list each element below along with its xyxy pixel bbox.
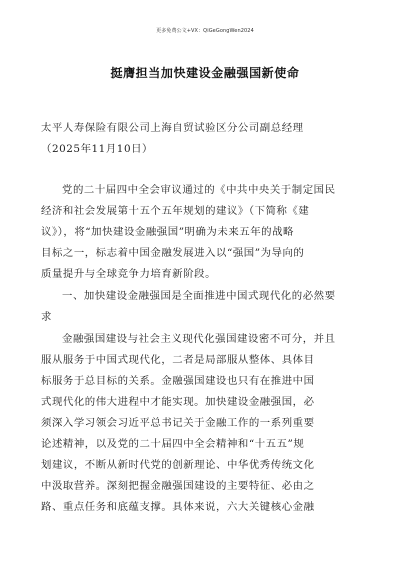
body-line: 质量提升与全球竞争力培育新阶段。: [41, 268, 217, 280]
top-note: 更多免费公文+VX：QiGeGongWen2024: [156, 28, 254, 34]
section-heading: 求: [41, 311, 52, 323]
body-line: 党的二十届四中全会审议通过的《中共中央关于制定国民: [62, 184, 336, 196]
date-line: （2025年11月10日）: [41, 143, 153, 155]
body-line: 须深入学习领会习近平总书记关于金融工作的一系列重要: [41, 417, 315, 429]
author-line: 太平人寿保险有限公司上海自贸试验区分公司副总经理: [41, 122, 304, 134]
body-line: 服从服务于中国式现代化，二者是局部服从整体、具体目: [41, 354, 315, 366]
body-line: 标服务于总目标的关系。金融强国建设也只有在推进中国: [41, 375, 315, 387]
body-line: 金融强国建设与社会主义现代化强国建设密不可分，并且: [62, 333, 336, 345]
body-line: 路、重点任务和底蕴支撑。具体来说，六大关键核心金融: [41, 501, 315, 513]
body-line: 中汲取营养。深刻把握金融强国建设的主要特征、必由之: [41, 480, 315, 492]
body-line: 经济和社会发展第十五个五年规划的建议》（下简称《建: [41, 205, 310, 217]
body-line: 目标之一，标志着中国金融发展进入以“强国”为导向的: [41, 247, 305, 259]
document-title: 挺膺担当加快建设金融强国新使命: [110, 66, 300, 80]
body-line: 议》），将“加快建设金融强国”明确为未来五年的战略: [41, 226, 294, 238]
section-heading: 一、加快建设金融强国是全面推进中国式现代化的必然要: [62, 290, 336, 302]
body-line: 划建议，不断从新时代党的创新理论、中华优秀传统文化: [41, 459, 315, 471]
body-line: 论述精神，以及党的二十届四中全会精神和“十五五”规: [41, 438, 305, 450]
body-line: 式现代化的伟大进程中才能实现。加快建设金融强国，必: [41, 396, 315, 408]
